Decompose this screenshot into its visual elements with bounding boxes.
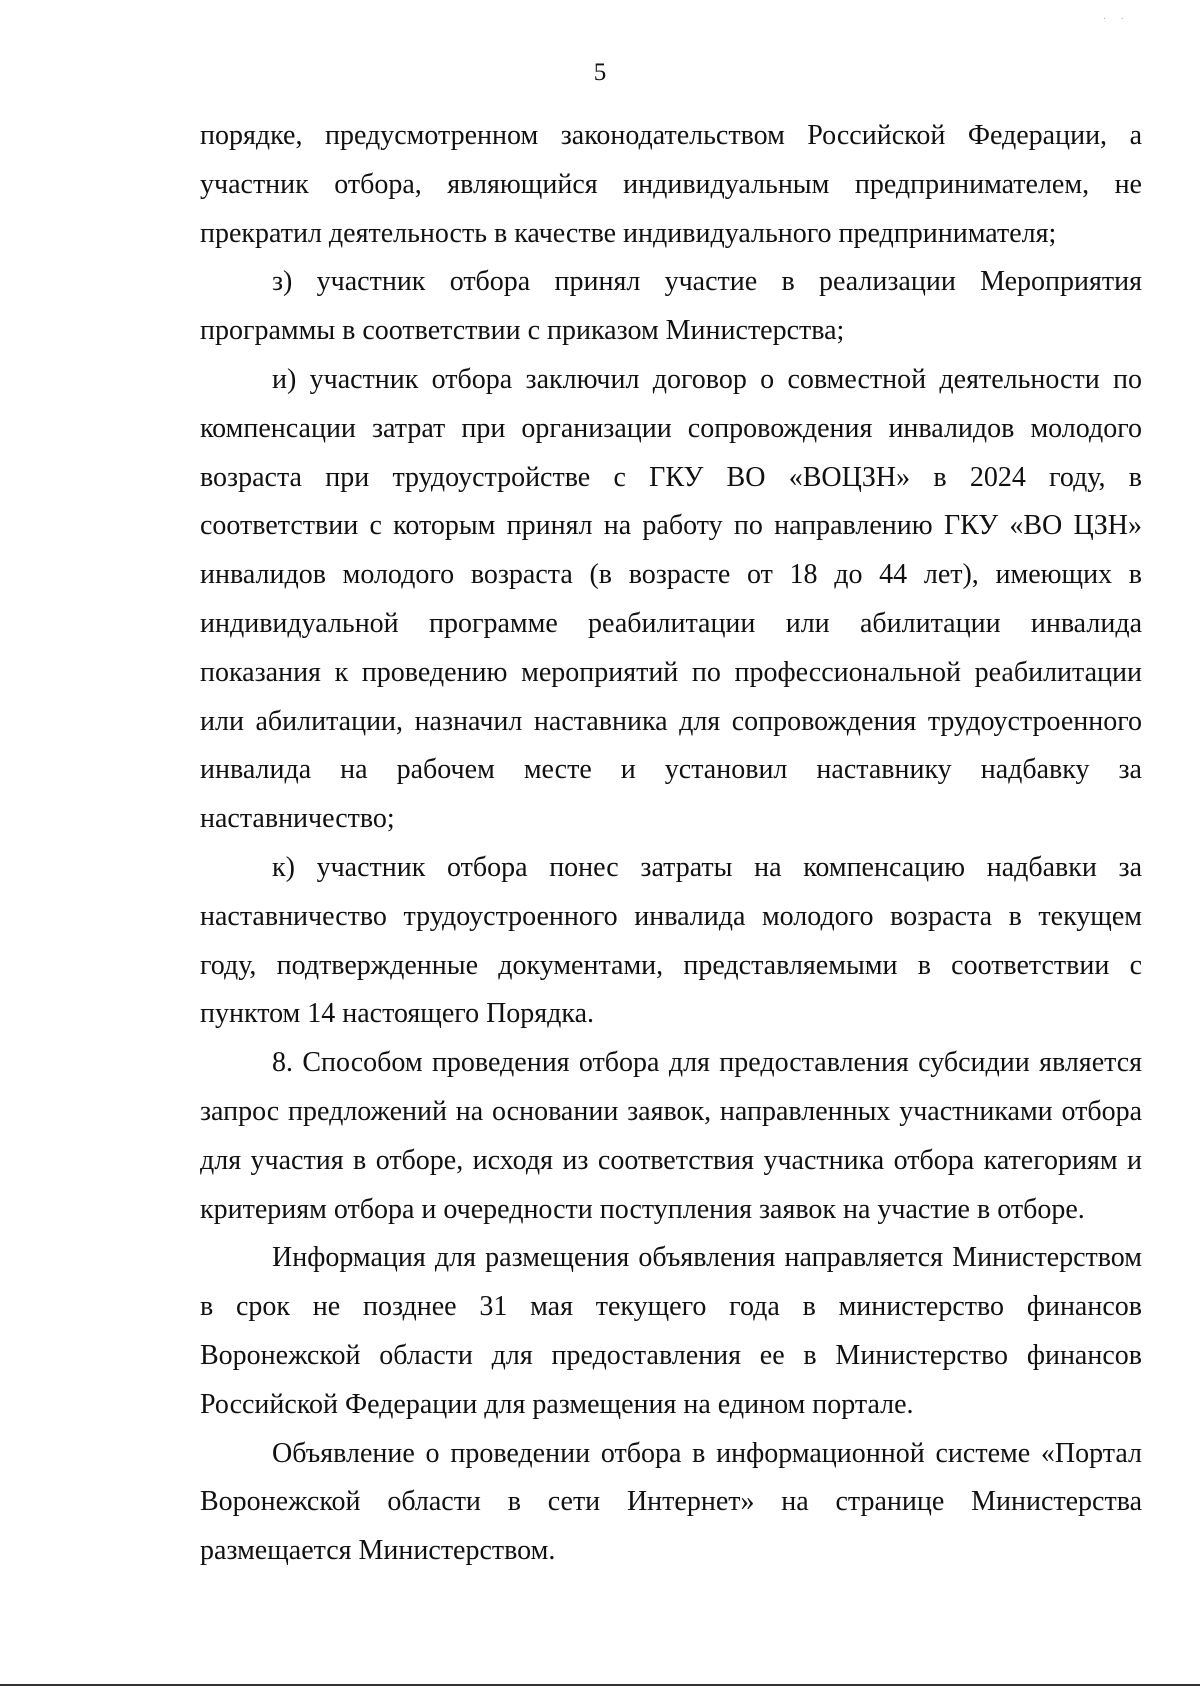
bottom-rule [0,1684,1200,1686]
paragraph-item-z: з) участник отбора принял участие в реализации Мероприятия программы в соответствии с приказом Министерства; [200,266,1142,347]
document-body [200,112,1142,1576]
paragraph-announcement-portal: Объявление о проведении отбора в информационной системе «Портал Воронежской области в сети Интернет» на странице Министерства размещается Министерством. [200,1437,1142,1567]
scan-artifact: · · [1102,14,1130,25]
page-number: 5 [593,59,607,86]
paragraph-item-i: и) участник отбора заключил договор о совместной деятельности по компенсации затрат при организации сопровождения инвалидов молодого возраста при трудоустройстве с ГКУ ВО «ВОЦЗН» в 2024 году, в соответствии с которым принял на работу по направлению ГКУ «ВО ЦЗН» инвалидов молодого возраста (в возрасте от 18 до 44 лет), имеющих в индивидуальной программе реабилитации или абилитации инвалида показания к проведению мероприятий по профессиональной реабилитации или абилитации, назначил наставника для сопровождения трудоустроенного инвалида на рабочем месте и установил наставнику надбавку за наставничество; [200,363,1142,835]
paragraph-item-k: к) участник отбора понес затраты на компенсацию надбавки за наставничество трудоустроенного инвалида молодого возраста в текущем году, подтвержденные документами, представляемыми в соответствии с пунктом 14 настоящего Порядка. [200,851,1142,1030]
paragraph-continuation: порядке, предусмотренном законодательством Российской Федерации, а участник отбора, являющийся индивидуальным предпринимателем, не прекратил деятельность в качестве индивидуального предпринимателя; [200,120,1142,249]
paragraph-clause-8: 8. Способом проведения отбора для предоставления субсидии является запрос предложений на основании заявок, направленных участниками отбора для участия в отборе, исходя из соответствия участника отбора категориям и критериям отбора и очередности поступления заявок на участие в отборе. [200,1047,1142,1225]
paragraph-announcement-info: Информация для размещения объявления направляется Министерством в срок не позднее 31 мая текущего года в министерство финансов Воронежской области для предоставления ее в Министерство финансов Российской Федерации для размещения на едином портале. [200,1242,1142,1420]
